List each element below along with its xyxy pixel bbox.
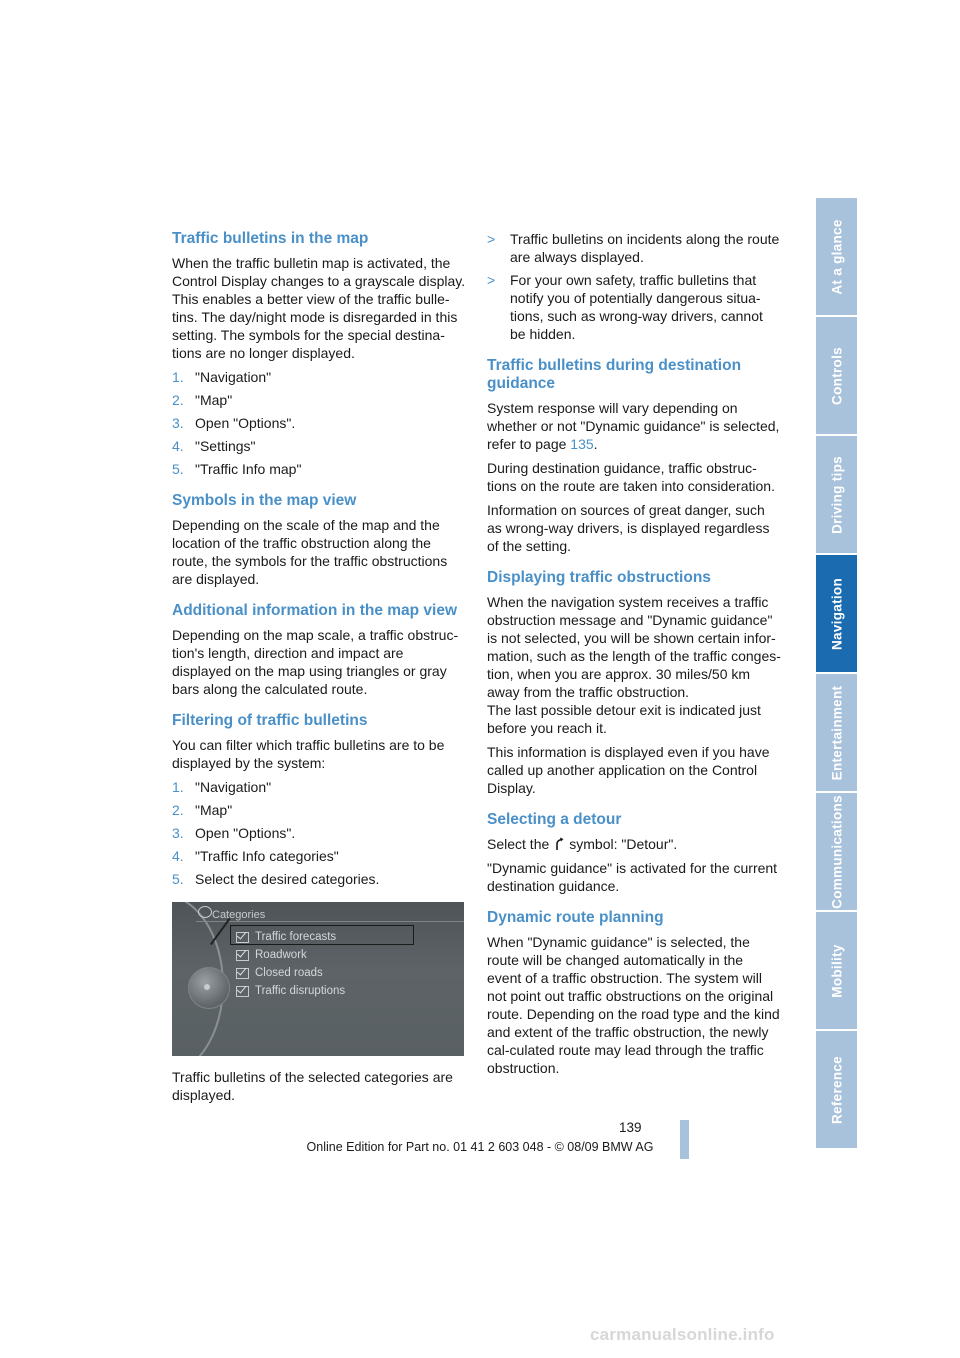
checkbox-checked-icon [236, 932, 249, 943]
step-text: "Navigation" [195, 369, 272, 385]
list-item [172, 824, 466, 842]
divider [196, 921, 464, 922]
step-text: Open "Options". [195, 825, 296, 841]
list-item [172, 437, 466, 455]
knob-dot [204, 984, 210, 990]
section-heading: Symbols in the map view [172, 492, 357, 509]
screen-item-label: Traffic disruptions [255, 985, 346, 997]
text: symbol: "Detour". [569, 836, 678, 852]
list-item [487, 230, 781, 266]
paragraph: When the traffic bulletin map is activated, the Control Display changes to a grayscale display. This enables a better view of the traffic bulle-tins. The day/night mode is disregarded in this setting. The symbols for the special destina-tions are no longer displayed. [172, 255, 466, 361]
paragraph: During destination guidance, traffic obstruc-tions on the route are taken into consideration. [487, 460, 775, 494]
step-text: "Traffic Info map" [195, 461, 302, 477]
section-heading: Traffic bulletins during destination guidance [487, 357, 742, 392]
list-item [172, 368, 466, 386]
steps-list [172, 778, 466, 888]
tab-label: Controls [829, 346, 844, 405]
screen-item-label: Roadwork [255, 949, 307, 961]
checkbox-checked-icon [236, 968, 249, 979]
step-number: 1. [172, 369, 184, 385]
watermark: carmanualsonline.info [590, 1325, 775, 1344]
section-heading: Displaying traffic obstructions [487, 569, 711, 586]
tab-mobility[interactable] [816, 912, 857, 1031]
categories-screen-figure [172, 902, 464, 1056]
step-number: 1. [172, 779, 184, 795]
tab-label: Mobility [829, 943, 844, 998]
tab-label: Entertainment [829, 685, 844, 780]
step-text: "Settings" [195, 438, 256, 454]
step-text: "Map" [195, 392, 233, 408]
list-item [172, 801, 466, 819]
list-item [172, 778, 466, 796]
step-number: 5. [172, 461, 184, 477]
text: System response will vary depending on whether or not "Dynamic guidance" is selected, refer to page [487, 400, 780, 452]
screen-list-item [236, 928, 336, 946]
tab-label: Reference [829, 1055, 844, 1124]
paragraph: Depending on the map scale, a traffic obstruc-tion's length, direction and impact are displayed on the map using triangles or gray bars along the calculated route. [172, 627, 459, 697]
screen-list-item [236, 946, 307, 964]
tab-navigation[interactable] [816, 555, 857, 674]
section-destination-guidance [487, 357, 781, 555]
screen-list-item [236, 964, 323, 982]
section-filtering [172, 712, 466, 1104]
page-link[interactable]: 135 [570, 436, 594, 452]
bullet-marker: > [487, 231, 496, 247]
tab-controls[interactable] [816, 317, 857, 436]
left-column [172, 230, 466, 1110]
text: Select the [487, 836, 550, 852]
paragraph [487, 399, 781, 453]
step-text: "Map" [195, 802, 233, 818]
list-item [172, 414, 466, 432]
paragraph: When the navigation system receives a traffic obstruction message and "Dynamic guidance" is not selected, you will be shown certain infor-mation, such as the length of the traffic conges-tion, when you are approx. 30 miles/50 km away from the traffic obstruction. [487, 594, 781, 700]
bullet-marker: > [487, 272, 496, 288]
section-heading: Selecting a detour [487, 811, 622, 828]
tab-at-a-glance[interactable] [816, 198, 857, 317]
step-number: 2. [172, 392, 184, 408]
section-heading: Filtering of traffic bulletins [172, 712, 368, 729]
detour-arrow-icon [553, 837, 565, 851]
tab-label: Communications [829, 794, 844, 909]
text: . [593, 436, 598, 452]
list-item [172, 460, 466, 478]
bullet-text: For your own safety, traffic bulletins that notify you of potentially dangerous situa-tions, such as wrong-way drivers, cannot be hidden. [510, 272, 763, 342]
bullet-list [487, 230, 781, 343]
step-number: 3. [172, 825, 184, 841]
section-traffic-bulletins-map [172, 230, 466, 478]
section-dynamic-route [487, 909, 781, 1077]
tab-label: Navigation [829, 577, 844, 650]
step-number: 4. [172, 848, 184, 864]
section-heading: Traffic bulletins in the map [172, 230, 369, 247]
paragraph: Traffic bulletins of the selected categories are displayed. [172, 1069, 453, 1103]
section-heading: Additional information in the map view [172, 602, 458, 619]
list-item [487, 271, 781, 343]
step-number: 4. [172, 438, 184, 454]
screen-item-label: Traffic forecasts [255, 931, 337, 943]
section-heading: Dynamic route planning [487, 909, 664, 926]
step-number: 3. [172, 415, 184, 431]
paragraph: When "Dynamic guidance" is selected, the route will be changed automatically in the event of a traffic obstruction. The system will not point out traffic obstructions on the original route. Depending on the road type and the kind and extent of the traffic obstruction, the newly cal-culated route may lead through the traffic obstruction. [487, 934, 780, 1076]
paragraph: Depending on the scale of the map and the location of the traffic obstruction along the route, the symbols for the traffic obstructions are displayed. [172, 517, 448, 587]
list-item [172, 847, 466, 865]
paragraph: You can filter which traffic bulletins are to be displayed by the system: [172, 737, 445, 771]
tab-communications[interactable] [816, 793, 857, 912]
list-item [172, 391, 466, 409]
step-number: 2. [172, 802, 184, 818]
checkbox-checked-icon [236, 950, 249, 961]
step-text: "Navigation" [195, 779, 272, 795]
tab-label: Driving tips [829, 455, 844, 534]
step-text: "Traffic Info categories" [195, 848, 339, 864]
paragraph: This information is displayed even if you have called up another application on the Control Display. [487, 744, 770, 796]
screen-title: Categories [212, 909, 266, 921]
list-item [172, 870, 466, 888]
steps-list [172, 368, 466, 478]
step-text: Select the desired categories. [195, 871, 380, 887]
page-number: 139 [619, 1120, 642, 1135]
screen-list-item [236, 982, 345, 1000]
controller-knob [188, 967, 230, 1009]
paragraph: The last possible detour exit is indicated just before you reach it. [487, 702, 761, 736]
screen-item-label: Closed roads [255, 967, 323, 979]
footer-text: Online Edition for Part no. 01 41 2 603 048 - © 08/09 BMW AG [306, 1140, 654, 1154]
paragraph [487, 835, 781, 853]
paragraph: Information on sources of great danger, such as wrong-way drivers, is displayed regardless of the setting. [487, 502, 770, 554]
tab-reference[interactable] [816, 1031, 857, 1150]
checkbox-checked-icon [236, 986, 249, 997]
section-displaying-obstructions [487, 569, 781, 797]
right-column [487, 230, 781, 1083]
tab-label: At a glance [829, 218, 844, 295]
section-selecting-detour [487, 811, 781, 895]
bullet-text: Traffic bulletins on incidents along the route are always displayed. [510, 231, 780, 265]
tab-driving-tips[interactable] [816, 436, 857, 555]
step-number: 5. [172, 871, 184, 887]
menu-icon [198, 906, 212, 918]
section-additional-info [172, 602, 466, 698]
paragraph: "Dynamic guidance" is activated for the current destination guidance. [487, 860, 778, 894]
step-text: Open "Options". [195, 415, 296, 431]
tab-entertainment[interactable] [816, 674, 857, 793]
section-symbols-map-view [172, 492, 466, 588]
